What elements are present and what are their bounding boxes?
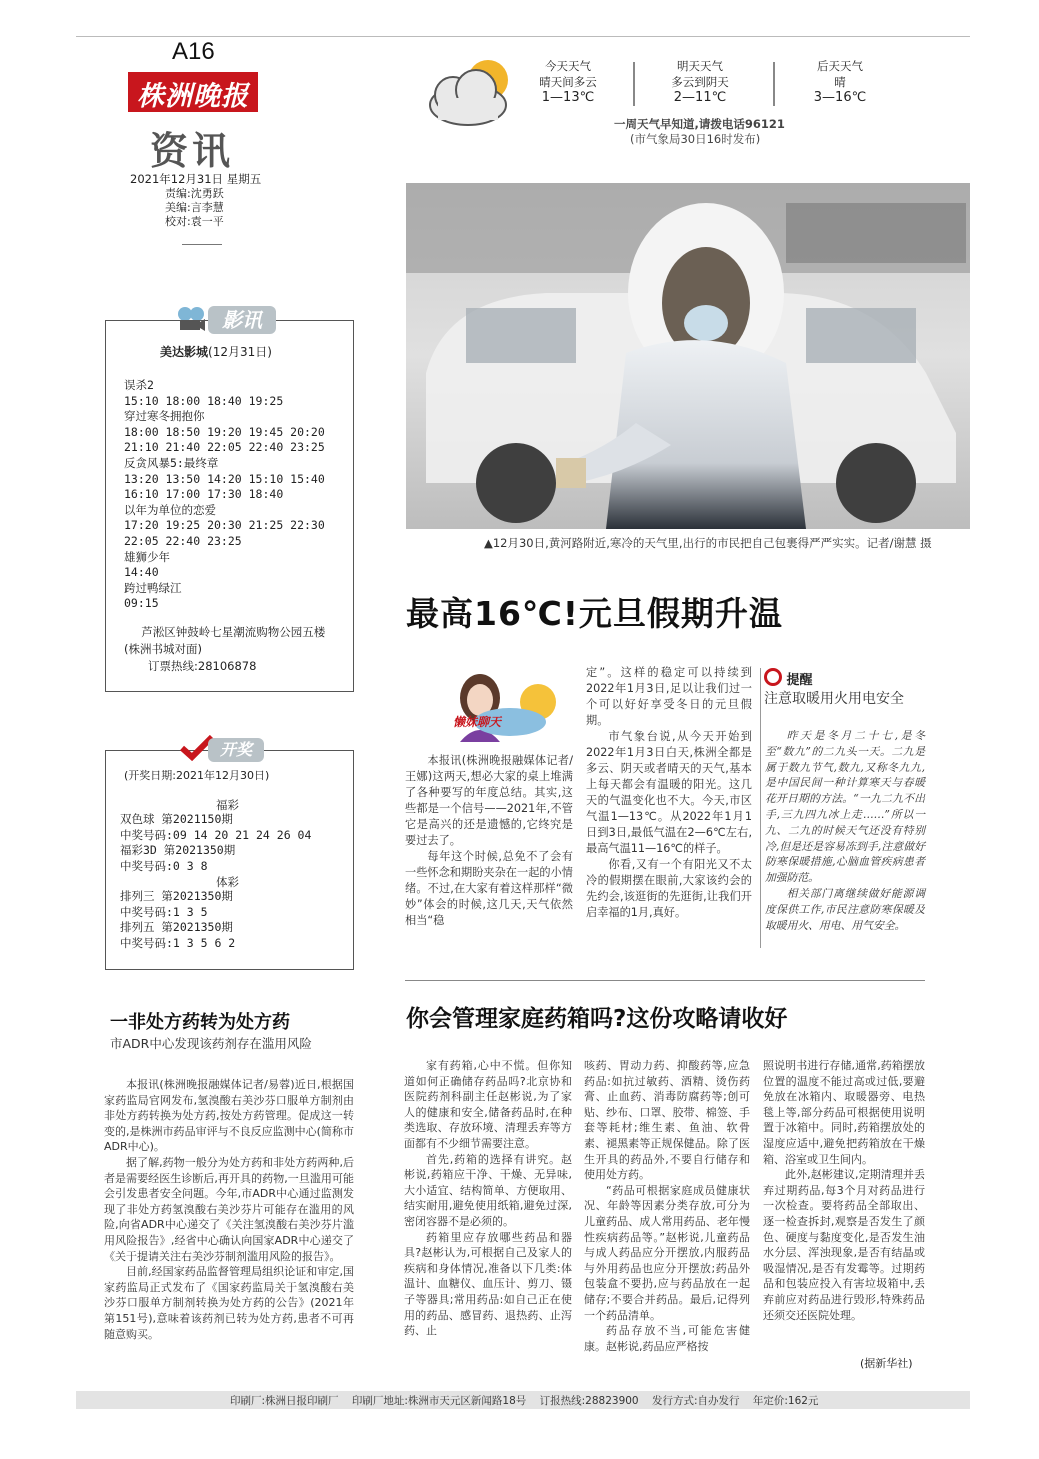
movie-line: 跨过鸭绿江 — [124, 580, 182, 595]
movie-line: 13:20 13:50 14:20 15:10 15:40 — [124, 471, 325, 486]
weather-divider — [773, 62, 775, 106]
photo-caption: ▲12月30日,黄河路附近,寒冷的天气里,出行的市民把自己包裹得严严实实。记者/谢慧 摄 — [484, 536, 932, 550]
cinema-name-row — [160, 343, 272, 360]
movies-badge: 影讯 — [208, 306, 276, 334]
movie-line: 14:40 — [124, 565, 159, 580]
lottery-line: 排列五 第2021350期 — [120, 920, 233, 935]
film-reel-icon — [176, 304, 206, 334]
medicine-col-1 — [404, 1058, 572, 1339]
weather-day-after — [800, 58, 880, 106]
footer-text: 印刷厂:株洲日报印刷厂 印刷厂地址:株洲市天元区新闻路18号 订报热线:28823900 发行方式:自办发行 年定价:162元 — [230, 1395, 819, 1407]
paragraph: 定”。这样的稳定可以持续到2022年1月3日,足以让我们过一个可以好好享受冬日的元旦假期。 — [586, 666, 752, 727]
top-rule — [76, 36, 970, 37]
paragraph: 家有药箱,心中不慌。但你知道如何正确储存药品吗?北京协和医院药剂科副主任赵彬说,为了家人的健康和安全,储备药品时,在种类选取、存放环境、清理丢弃等方面都有不少细节需要注意。 — [404, 1059, 572, 1150]
weather-temp: 2—11℃ — [673, 90, 727, 105]
movie-line: 以年为单位的恋爱 — [124, 502, 216, 517]
lottery-line: 中奖号码:0 3 8 — [120, 858, 208, 873]
movie-line: 反贪风暴5:最终章 — [124, 455, 219, 470]
page-number: A16 — [172, 38, 215, 65]
paragraph: 每年这个时候,总免不了会有一些怀念和期盼夹杂在一起的小情绪。不过,在大家有着这样那样“微妙”体会的时候,这几天,天气依然相当“稳 — [405, 850, 573, 927]
lottery-line: 中奖号码:09 14 20 21 24 26 04 — [120, 827, 312, 842]
issue-date: 2021年12月31日 星期五 — [130, 172, 262, 186]
alert-icon — [764, 668, 782, 686]
paragraph: 照说明书进行存储,通常,药箱摆放位置的温度不能过高或过低,要避免放在冰箱内、取暖器旁、电热毯上等,部分药品可根据使用说明置于冰箱中。同时,药箱摆放处的湿度应适中,避免把药箱放在干燥箱、浴室或卫生间内。 — [763, 1059, 925, 1166]
weather-temp: 1—13℃ — [541, 90, 595, 105]
medicine-col-2 — [584, 1058, 750, 1354]
tip-title: 注意取暖用火用电安全 — [764, 691, 904, 707]
paragraph: 相关部门离继续做好能源调度保供工作,市民注意防寒保暖及取暖用火、用电、用气安全。 — [765, 886, 925, 932]
lottery-date: (开奖日期:2021年12月30日) — [124, 769, 270, 782]
section-title: 资讯 — [150, 129, 235, 173]
paragraph: 此外,赵彬建议,定期清理并丢弃过期药品,每3个月对药品进行一次检查。要将药品全部取出、逐一检查拆封,观察是否发生了颜色、硬度与黏度变化,是否发生油水分层、浑浊现象,是否有结晶或吸湿情况,是否有发霉等。过期药品和包装应投入有害垃圾箱中,丢弃前应对药品进行毁形,特殊药品还须交还医院处理。 — [763, 1168, 925, 1322]
movie-line: 09:15 — [124, 596, 159, 611]
main-headline: 最高16℃!元旦假期升温 — [406, 594, 783, 633]
weather-day-today — [528, 58, 608, 106]
paragraph: 药箱里应存放哪些药品和器具?赵彬认为,可根据自己及家人的疾病和身体情况,准备以下几类:体温计、血糖仪、血压计、剪刀、镊子等器具;常用药品:如自己正在使用的药品、感冒药、退热药、止泻药、止 — [404, 1230, 572, 1338]
movie-line: 误杀2 — [124, 378, 154, 392]
medicine-col-3 — [763, 1058, 925, 1323]
movie-line: 雄狮少年 — [124, 549, 170, 564]
paragraph: 本报讯(株洲晚报融媒体记者/王娜)这两天,想必大家的桌上堆满了各种要写的年度总结。其实,这些都是一个信号——2021年,不管它是高兴的还是遗憾的,它终究是要过去了。 — [405, 754, 573, 847]
cinema-date: (12月31日) — [208, 345, 272, 359]
movie-line: 18:00 18:50 19:20 19:45 20:20 — [124, 424, 325, 439]
paragraph: “药品可根据家庭成员健康状况、年龄等因素分类存放,可分为儿童药品、成人常用药品、老年慢性疾病药品等。”赵彬说,儿童药品与成人药品应分开摆放,内服药品与外用药品也应分开摆放;药品外包装盒不要扔,应与药品放在一起储存;不要合并药品。最后,记得列一个药品清单。 — [584, 1183, 750, 1322]
medicine-source: (据新华社) — [860, 1357, 913, 1370]
drug-article-subtitle: 市ADR中心发现该药剂存在滥用风险 — [110, 1036, 312, 1051]
headline-col-1 — [405, 753, 573, 929]
column-divider — [760, 668, 761, 948]
editor-credit: 责编:沈勇跃 — [165, 187, 224, 200]
column-label: 懒妹聊天 — [453, 715, 502, 729]
lottery-line: 排列三 第2021350期 — [120, 889, 233, 903]
cinema-name: 美达影城 — [160, 345, 209, 359]
weather-label: 后天天气 — [817, 59, 863, 73]
lottery-badge: 开奖 — [208, 738, 264, 762]
tip-body — [765, 728, 925, 933]
paragraph: 据了解,药物一般分为处方药和非处方药两种,后者是需要经医生诊断后,再开具的药物,一旦滥用可能会引发患者安全问题。今年,市ADR中心通过监测发现了非处方药氢溴酸右美沙芬片可能存在滥用的风险,向省ADR中心递交了《关注氢溴酸右美沙芬片滥用风险报告》,经省中心确认向国家ADR中心递交了《关于提请关注右美沙芬制剂滥用风险的报告》。 — [104, 1155, 354, 1263]
movie-line: 22:05 22:40 23:25 — [124, 533, 242, 548]
movie-line: 16:10 17:00 17:30 18:40 — [124, 487, 284, 502]
ticai-title: 体彩 — [216, 875, 239, 889]
paper-name: 株洲晚报 — [137, 81, 249, 112]
art-editor-credit: 美编:言李慧 — [165, 201, 224, 214]
column-avatar — [440, 668, 560, 742]
weather-desc: 晴天间多云 — [539, 75, 597, 89]
sun-cloud-icon — [418, 50, 518, 130]
weather-desc: 多云到阴天 — [671, 75, 729, 89]
news-photo — [406, 183, 970, 529]
tip-row — [764, 668, 813, 688]
fucai-results — [120, 812, 345, 874]
lottery-line: 双色球 第2021150期 — [120, 812, 233, 826]
ticket-hotline: 订票热线:28106878 — [148, 659, 257, 673]
paragraph: 市气象台说,从今天开始到2022年1月3日白天,株洲全都是多云、阴天或者晴天的天气,基本上每天都会有温暖的阳光。这几天的气温变化也不大。今天,市区气温1—13℃。从2022年1月1日到3日,最低气温在2—6℃左右,最高气温11—16℃的样子。 — [586, 730, 752, 855]
weather-divider — [633, 62, 635, 106]
movie-line: 21:10 21:40 22:05 22:40 23:25 — [124, 440, 325, 455]
lottery-line: 中奖号码:1 3 5 6 2 — [120, 935, 236, 950]
paragraph: 目前,经国家药品监督管理局组织论证和审定,国家药监局正式发布了《国家药监局关于氢溴酸右美沙芬口服单方制剂转换为处方药的公告》(2021年第151号),意味着该药剂已转为处方药,患者不可再随意购买。 — [104, 1265, 354, 1341]
weather-hotline: 一周天气早知道,请拨电话96121 — [614, 117, 785, 131]
proofreader-credit: 校对:袁一平 — [165, 215, 224, 228]
paragraph: 药品存放不当,可能危害健康。赵彬说,药品应严格按 — [584, 1324, 750, 1353]
movie-line: 15:10 18:00 18:40 19:25 — [124, 393, 284, 408]
weather-label: 今天天气 — [545, 59, 591, 73]
headline-col-2 — [586, 665, 752, 921]
lottery-line: 福彩3D 第2021350期 — [120, 843, 236, 858]
cinema-address: 芦淞区钟鼓岭七星潮流购物公园五楼(株洲书城对面) — [124, 625, 326, 656]
drug-article-body — [104, 1077, 354, 1342]
movie-line: 穿过寒冬拥抱你 — [124, 409, 205, 424]
weather-day-tomorrow — [660, 58, 740, 106]
masthead-pointer — [182, 230, 222, 245]
paragraph: 你看,又有一个有阳光又不太冷的假期摆在眼前,大家该约会的先约会,该逛街的先逛街,让我们开启幸福的1月,真好。 — [586, 858, 752, 919]
drug-article-title: 一非处方药转为处方药 — [110, 1012, 290, 1033]
weather-desc: 晴 — [834, 75, 846, 89]
movie-line: 17:20 19:25 20:30 21:25 22:30 — [124, 518, 325, 533]
paragraph: 本报讯(株洲晚报融媒体记者/易蓉)近日,根据国家药监局官网发布,氢溴酸右美沙芬口服单方制剂由非处方药转换为处方药,按处方药管理。促成这一转变的,是株洲市药品审评与不良反应监测中心(简称市ADR中心)。 — [104, 1078, 354, 1154]
paragraph: 首先,药箱的选择有讲究。赵彬说,药箱应干净、干燥、无异味,大小适宜、结构简单、方便取用、结实耐用,避免使用纸箱,避免过深,密闭容器不是必须的。 — [404, 1152, 572, 1228]
fucai-title: 福彩 — [216, 798, 239, 812]
paragraph: 昨天是冬月二十七,是冬至“数九”的二九头一天。二九是属于数九节气,数九,又称冬九九,是中国民间一种计算寒天与春暖花开日期的方法。“一九二九不出手,三九四九冰上走……”所以一九、二九的时候天气还没有特别冷,但是还是容易冻到手,注意做好防寒保暖措施,心脑血管疾病患者加强防范。 — [765, 729, 925, 885]
weather-label: 明天天气 — [677, 59, 723, 73]
medicine-article-title: 你会管理家庭药箱吗?这份攻略请收好 — [406, 1006, 788, 1032]
tip-label: 提醒 — [786, 673, 813, 688]
paragraph: 咳药、胃动力药、抑酸药等,应急药品:如抗过敏药、酒精、烫伤药膏、止血药、消毒防腐药等;创可贴、纱布、口罩、胶带、棉签、手套等耗材;维生素、鱼油、软骨素、褪黑素等正规保健品。除了医生开具的药品外,不要自行储存和使用处方药。 — [584, 1059, 750, 1182]
weather-temp: 3—16℃ — [813, 90, 867, 105]
ticai-results — [120, 889, 345, 951]
showtimes-list — [124, 378, 344, 612]
lottery-line: 中奖号码:1 3 5 — [120, 904, 208, 919]
section-rule — [405, 980, 925, 981]
weather-source: (市气象局30日16时发布) — [630, 132, 761, 146]
